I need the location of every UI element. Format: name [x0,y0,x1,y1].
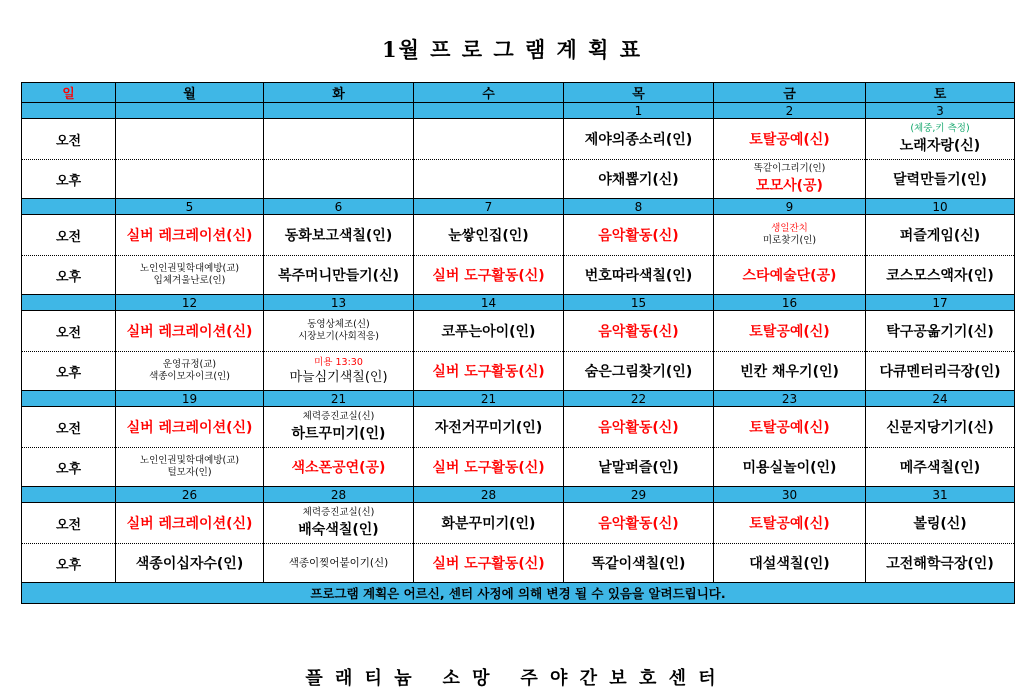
program-name: 털모자(인) [167,467,212,478]
program-cell [264,503,414,544]
am-program-row [22,119,1015,160]
weekday-friday: 금 [714,83,866,103]
program-cell [866,215,1015,256]
date-cell [264,103,414,119]
program-name: 토탈공예(신) [749,132,830,148]
am-label: 오전 [22,503,116,544]
page-title: 1월 프 로 그 램 계 획 표 [381,37,643,62]
am-label: 오전 [22,311,116,352]
date-cell: 15 [564,295,714,311]
program-cell [414,544,564,583]
date-row [22,391,1015,407]
am-label: 오전 [22,407,116,448]
program-name: 노인인권및학대예방(교) [139,263,240,274]
program-name: 하트꾸미기(인) [291,426,386,442]
program-cell [414,407,564,448]
program-name: 노래자랑(신) [899,138,981,154]
program-cell [866,407,1015,448]
date-cell: 29 [564,487,714,503]
program-cell [264,407,414,448]
am-label: 오전 [22,119,116,160]
program-name: 체력증진교실(신) [302,411,375,422]
pm-label: 오후 [22,352,116,391]
date-cell: 2 [714,103,866,119]
program-name: 운영규정(교) [162,359,217,370]
program-cell [116,160,264,199]
program-cell [866,448,1015,487]
program-cell [414,256,564,295]
program-name: 제야의종소리(인) [584,132,693,148]
program-cell [414,352,564,391]
weekday-header-row [22,83,1015,103]
program-name: 코푸는아이(인) [441,324,536,340]
program-cell [714,503,866,544]
program-cell [564,256,714,295]
am-program-row [22,311,1015,352]
program-name: 고전해학극장(인) [886,556,994,572]
program-cell [714,544,866,583]
pm-program-row [22,448,1015,487]
program-name: 동화보고색칠(인) [284,228,393,244]
program-cell [866,352,1015,391]
program-name: 대설색칠(인) [749,556,830,572]
date-cell: 7 [414,199,564,215]
weekday-saturday: 토 [866,83,1015,103]
program-name: 미용 13:30 [314,356,363,368]
date-cell: 28 [264,487,414,503]
date-cell: 23 [714,391,866,407]
date-cell: 14 [414,295,564,311]
program-name: 실버 레크레이션(신) [126,420,253,436]
program-cell [714,119,866,160]
program-name: 음악활동(신) [598,516,679,532]
date-cell: 28 [414,487,564,503]
program-cell [264,311,414,352]
program-name: 실버 도구활동(신) [432,556,545,572]
program-cell [564,448,714,487]
program-name: 색종이십자수(인) [135,556,244,572]
program-name: 똑같이그리기(인) [753,163,826,174]
date-cell: 3 [866,103,1015,119]
program-name: 메주색칠(인) [899,460,981,476]
date-cell: 19 [116,391,264,407]
program-cell [564,503,714,544]
program-name: 실버 레크레이션(신) [126,324,253,340]
date-cell [414,103,564,119]
program-name: 음악활동(신) [598,324,679,340]
program-cell [264,215,414,256]
program-name: 음악활동(신) [598,420,679,436]
program-cell [264,352,414,391]
program-cell [866,544,1015,583]
program-name: 복주머니만들기(신) [278,268,399,284]
date-cell: 1 [564,103,714,119]
date-cell [22,295,116,311]
program-name: 모모사(공) [756,178,823,194]
program-name: 똑같이색칠(인) [591,556,686,572]
pm-label: 오후 [22,544,116,583]
program-name: 실버 도구활동(신) [432,364,545,380]
pm-label: 오후 [22,256,116,295]
program-name: 탁구공옮기기(신) [886,324,994,340]
date-cell: 10 [866,199,1015,215]
pm-program-row [22,256,1015,295]
pm-program-row [22,544,1015,583]
date-cell: 24 [866,391,1015,407]
date-cell: 21 [264,391,414,407]
date-cell: 6 [264,199,414,215]
date-row [22,487,1015,503]
program-cell [116,407,264,448]
program-cell [116,503,264,544]
program-cell [866,311,1015,352]
schedule-change-notice: 프로그램 계획은 어르신, 센터 사정에 의해 변경 될 수 있음을 알려드립니다. [22,583,1015,604]
date-cell [22,487,116,503]
program-cell [264,544,414,583]
program-cell [116,352,264,391]
date-cell [116,103,264,119]
program-cell [564,311,714,352]
date-cell: 12 [116,295,264,311]
center-name: 플 래 티 늄 소 망 주 야 간 보 호 센 터 [305,668,719,689]
program-cell [714,215,866,256]
program-name: 동영상체조(신) [307,319,370,330]
program-cell [714,352,866,391]
program-cell [866,119,1015,160]
program-name: 낱말퍼즐(인) [598,460,679,476]
program-name: 입체겨울난로(인) [153,275,226,286]
weekday-monday: 월 [116,83,264,103]
program-cell [714,448,866,487]
program-name: 실버 레크레이션(신) [126,516,253,532]
program-cell [866,503,1015,544]
program-cell [414,448,564,487]
program-cell [414,160,564,199]
program-cell [866,160,1015,199]
program-cell [564,119,714,160]
program-cell [264,448,414,487]
date-row [22,103,1015,119]
program-name: 색종이찢어붙이기(신) [288,557,389,569]
date-cell: 31 [866,487,1015,503]
date-cell [22,199,116,215]
program-cell [414,311,564,352]
program-cell [116,215,264,256]
program-cell [564,352,714,391]
program-name: 색종이모자이크(인) [149,371,230,382]
program-cell [414,503,564,544]
program-cell [116,119,264,160]
pm-label: 오후 [22,160,116,199]
program-cell [264,119,414,160]
program-name: 퍼즐게임(신) [899,228,981,244]
program-cell [564,215,714,256]
weekday-sunday: 일 [22,83,116,103]
program-cell [714,160,866,199]
program-name: 색소폰공연(공) [291,460,386,476]
program-name: 미용실놀이(인) [742,460,837,476]
program-cell [116,448,264,487]
program-name: 눈쌓인집(인) [448,228,529,244]
program-cell [116,544,264,583]
program-name: 실버 도구활동(신) [432,460,545,476]
program-cell [414,119,564,160]
program-name: 배숙색칠(인) [298,522,379,538]
program-cell [264,160,414,199]
program-name: 빈칸 채우기(인) [740,364,839,380]
date-cell: 8 [564,199,714,215]
program-name: 야채뽑기(신) [598,172,679,188]
date-cell: 21 [414,391,564,407]
date-row [22,295,1015,311]
date-cell: 17 [866,295,1015,311]
date-cell [22,391,116,407]
weekday-tuesday: 화 [264,83,414,103]
program-cell [116,311,264,352]
program-name: 생일잔치 [771,223,808,234]
date-cell: 16 [714,295,866,311]
weekday-thursday: 목 [564,83,714,103]
program-name: 화분꾸미기(인) [441,516,536,532]
program-name: 신문지당기기(신) [886,420,994,436]
date-row [22,199,1015,215]
program-name: 스타예술단(공) [742,268,837,284]
program-name: 실버 레크레이션(신) [126,228,253,244]
date-cell: 5 [116,199,264,215]
pm-program-row [22,352,1015,391]
program-name: 토탈공예(신) [749,516,830,532]
program-name: 토탈공예(신) [749,420,830,436]
program-cell [714,407,866,448]
date-cell [22,103,116,119]
program-name: 숨은그림찾기(인) [584,364,693,380]
program-name: 번호따라색칠(인) [584,268,693,284]
program-cell [116,256,264,295]
program-name: 음악활동(신) [598,228,679,244]
program-cell [564,544,714,583]
program-cell [564,407,714,448]
am-program-row [22,215,1015,256]
program-name: 자전거꾸미기(인) [434,420,543,436]
date-cell: 26 [116,487,264,503]
program-name: 시장보기(사회적응) [298,331,379,342]
weekday-wednesday: 수 [414,83,564,103]
program-name: 미로찾기(인) [762,235,817,246]
program-name: 다큐멘터리극장(인) [879,364,1001,380]
program-name: (체중,키 측정) [910,123,970,134]
program-name: 체력증진교실(신) [302,507,375,518]
program-name: 노인인권및학대예방(교) [139,455,240,466]
program-calendar-table [21,82,1015,604]
program-name: 마늘심기색칠(인) [289,369,388,385]
program-cell [714,256,866,295]
am-program-row [22,503,1015,544]
program-cell [264,256,414,295]
program-name: 달력만들기(인) [893,172,987,188]
program-cell [564,160,714,199]
program-name: 코스모스액자(인) [886,268,994,284]
program-name: 볼링(신) [913,516,967,532]
date-cell: 22 [564,391,714,407]
program-name: 토탈공예(신) [749,324,830,340]
date-cell: 30 [714,487,866,503]
program-cell [414,215,564,256]
program-cell [866,256,1015,295]
notice-row [22,583,1015,604]
am-label: 오전 [22,215,116,256]
program-cell [714,311,866,352]
am-program-row [22,407,1015,448]
pm-label: 오후 [22,448,116,487]
pm-program-row [22,160,1015,199]
program-name: 실버 도구활동(신) [432,268,545,284]
date-cell: 13 [264,295,414,311]
date-cell: 9 [714,199,866,215]
